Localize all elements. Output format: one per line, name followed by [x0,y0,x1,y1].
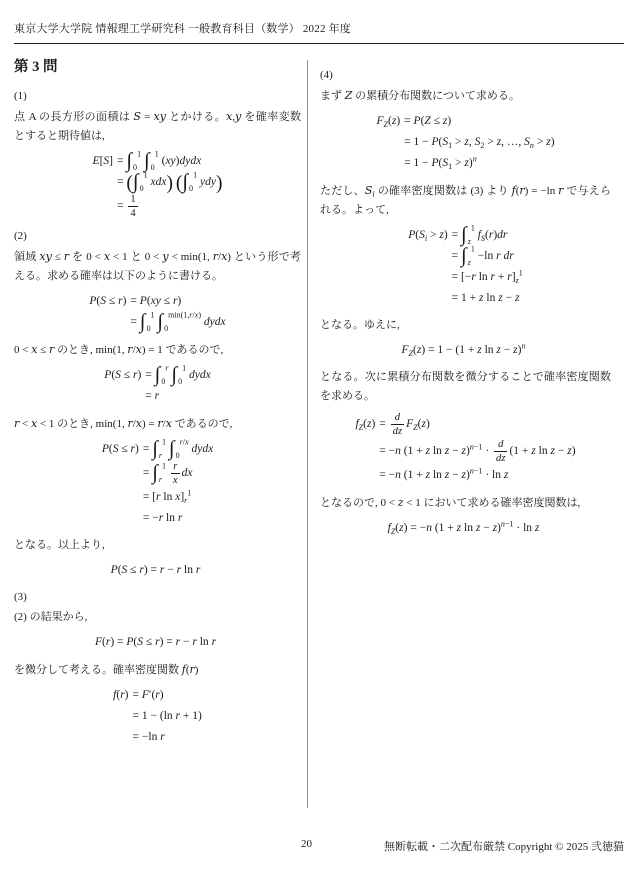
equation [14,363,301,406]
document-header [14,12,624,44]
equation-rhs: = [r $\ln x]_r^1$ [142,488,192,506]
document-body [14,58,624,810]
paragraph: となる。次に累積分布関数を微分することで確率密度関数を求める。 [320,371,611,402]
equation [14,292,301,332]
equation-rhs: = P(Z ≤ z) [404,115,452,127]
equation [320,112,611,173]
equation-rhs: = $\int_0^1$ $\int_0^{min(1,r/x)}$ dydx [130,310,226,334]
equation-rhs: = $\int_z^1 -\ln$ r dr [451,244,514,268]
paragraph: を微分して考える。確率密度関数 f(r) [14,663,199,677]
copyright-notice: 無断転載・二次配布厳禁 Copyright © 2025 弐徳猫 [384,841,624,853]
equation [14,686,301,747]
paragraph: 0 < x ≤ r のとき, min(1, r/x) = 1 であるので, [14,343,224,357]
document-header-title: 東京大学大学院 情報理工学研究科 一般教育科目（数学） 2022 年度 [14,23,351,35]
equation-lhs: $F_Z(z)$ [376,115,401,129]
equation-rhs: = −ln r [132,731,165,744]
equation-rhs: = −n (1 + z ln z − z)$^{n-1}$ · ln z [379,466,509,482]
equation-lhs: E[S] [92,155,113,167]
equation-rhs: = 1 + z ln z − z [451,292,520,304]
equation-rhs: = ($\int_0^1$ xdx) ($\int_0^1$ ydy) [117,170,223,194]
left-column [14,58,307,810]
equation-lhs: P(S ≤ r) [104,369,142,382]
paragraph: となるので, 0 < z < 1 において求める確率密度関数は, [320,496,581,510]
equation-lhs: f(r) [113,689,129,702]
page-number: 20 [301,838,312,850]
equation-rhs: = F′(r) [132,689,164,702]
equation [320,519,611,538]
equation-lhs: $f_Z(z)$ [355,417,376,432]
paragraph: r < x < 1 のとき, min(1, r/x) = r/x であるので, [14,417,233,431]
paragraph: となる。ゆえに, [320,319,400,331]
right-column [308,58,611,810]
equation-rhs: = −n (1 + z ln z − z)$^{n-1}$ · $\frac{d}{dz}$ (1 + z ln z − z) [379,439,576,465]
equation-rhs: = $\frac{d}{dz}$ $F_Z(z)$ [379,412,430,438]
equation [14,149,301,220]
equation-rhs: = r [145,390,160,403]
section-heading: 第 3 問 [14,59,58,75]
equation-rhs: = $\int_0^r$ $\int_0^1$ dydx [145,363,211,387]
equation [320,223,611,308]
equation [320,341,611,360]
paragraph: (2) の結果から, [14,611,88,624]
equation-rhs: = $1 - P(S_1 > z)^n$ [404,154,477,171]
equation-rhs: = [−r $\ln r + r]_z^1$ [451,268,523,285]
document-footer [14,828,624,874]
equation-lhs: F(r) = P(S ≤ r) = r − r ln r [94,636,217,649]
equation-rhs: = $\int_r^1$ $\frac{r}{x}$ dx [142,461,193,487]
paragraph: となる。以上より, [14,539,105,552]
equation-lhs: P(S ≤ r) [89,295,127,308]
equation-rhs: = $\int_0^1$ $\int_0^1$ (xy)dydx [117,149,202,173]
equation-lhs: $f_Z(z) = -n$ (1 + z ln z − z)$^{n-1}$ · ln z [387,519,540,537]
equation-rhs: = −r ln r [142,512,183,525]
subsection-label: (2) [14,230,27,243]
equation-rhs: = 1 − (ln r + 1) [132,710,202,723]
paragraph: 領域 xy ≤ r を 0 < x < 1 と 0 < y < min(1, r/x) という形で考える。求める確率は以下のように書ける。 [14,250,301,283]
equation [14,437,301,528]
equation-rhs: = P(xy ≤ r) [130,295,182,308]
equation [320,412,611,485]
equation-lhs: $F_Z(z) = 1 - (1 + z$ ln z − z)$^n$ [401,341,526,358]
equation-lhs: $P(S_i > z)$ [408,229,448,243]
paragraph: 点 A の長方形の面積は S = xy とかける。x,y を確率変数とすると期待値は, [14,110,302,142]
subsection-label: (3) [14,591,27,604]
equation-lhs: P(S ≤ r) = r − r ln r [110,564,201,577]
equation-rhs: = $\int_r^1$ $\int_0^{r/x}$ dydx [142,437,214,461]
equation [14,561,301,580]
subsection-label: (4) [320,69,333,81]
paragraph: ただし、$S_i$ の確率密度関数は (3) より f(r) = −ln r で与えられる。よって, [320,184,612,216]
equation-rhs: = $1 - P(S_1 > z$, $S_2 > z$, …, $S_n > z$) [404,136,555,150]
equation-lhs: P(S ≤ r) [101,443,139,456]
paragraph: まず Z の累積分布関数について求める。 [320,89,520,102]
equation-rhs: = $\frac{1}{4}$ [117,194,136,220]
equation [14,633,301,652]
subsection-label: (1) [14,90,27,102]
equation-rhs: = $\int_z^1$ $f_S(r)dr$ [451,223,508,247]
